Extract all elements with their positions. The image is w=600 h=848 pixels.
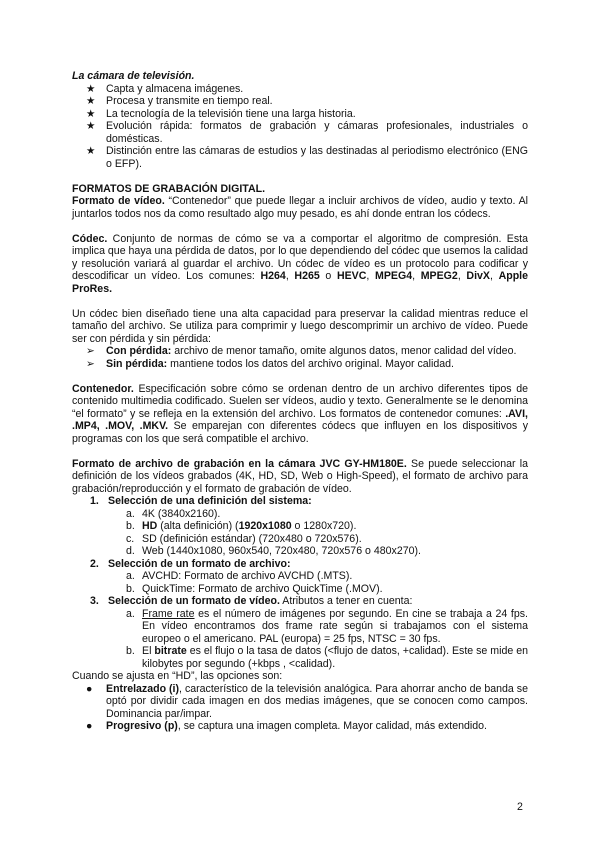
substep-list	[108, 508, 528, 558]
star-icon: ★	[86, 95, 96, 107]
star-icon: ★	[86, 145, 96, 157]
step-item: 2. Selección de un formato de archivo: a. AVCHD: Formato de archivo AVCHD (.MTS). b. QuickTime: Formato de archivo QuickTime (.MOV).	[72, 558, 528, 596]
list-item: ★ Evolución rápida: formatos de grabación y cámaras profesionales, industriales o domésticas.	[86, 120, 528, 145]
list-item: ★ La tecnología de la televisión tiene una larga historia.	[86, 107, 356, 120]
list-item: b. HD (alta definición) (1920x1080 o 1280x720).	[126, 520, 357, 532]
step-item: 3. Selección de un formato de vídeo. Atributos a tener en cuenta: a. Frame rate es el número de imágenes por segundo. En cine se trabaja a 24 fps. En vídeo encontramos dos frame rate según si trabajamos con el sistema europeo o el americano. PAL (europa) = 25 fps, NTSC = 30 fps. b. El bitrate es el flujo o la tasa de datos (<flujo de datos, +calidad). Este se mide en kilobytes por segundo (+kbps , <calidad).	[90, 595, 528, 670]
page-number: 2	[517, 801, 523, 813]
list-item: ★ Procesa y transmite en tiempo real.	[86, 95, 273, 107]
section-title: La cámara de televisión.	[72, 70, 195, 82]
list-item: b. QuickTime: Formato de archivo QuickTime (.MOV).	[126, 582, 383, 595]
bullet-icon: ●	[86, 720, 93, 732]
list-item: ➢ Sin pérdida: mantiene todos los datos del archivo original. Mayor calidad.	[86, 357, 454, 370]
list-item: c. SD (definición estándar) (720x480 o 720x576).	[126, 532, 362, 545]
star-icon: ★	[86, 120, 96, 132]
substep-list	[108, 570, 528, 595]
bullet-icon: ●	[86, 682, 93, 695]
star-icon: ★	[86, 82, 96, 95]
contenedor-paragraph: Contenedor. Especificación sobre cómo se ordenan dentro de un archivo diferentes tipos de contenido multimedia codificado. Suelen ser vídeos, audio y texto. Generalmente se le denomina “el formato” y se refleja en la extensión del archivo. Los formatos de contenedor comunes: .AVI, .MP4, .MOV, .MKV. Se emparejan con diferentes códecs que influyen en los dispositivos y programas con los que será compatible el archivo.	[72, 382, 528, 445]
list-item: a. Frame rate es el número de imágenes por segundo. En cine se trabaja a 24 fps. En vídeo encontramos dos frame rate según si trabajamos con el sistema europeo o el americano. PAL (europa) = 25 fps, NTSC = 30 fps.	[126, 607, 528, 645]
step-item: 1. Selección de una definición del sistema: a. 4K (3840x2160). b. HD (alta definición) (1920x1080 o 1280x720). c. SD (definición estándar) (720x480 o 720x576). d. Web (1440x1080, 960x540, 720x480, 720x576 o 480x270).	[72, 495, 528, 558]
list-item: ★ Distinción entre las cámaras de estudios y las destinadas al periodismo electrónico (ENG o EFP).	[86, 145, 528, 170]
list-item: a. 4K (3840x2160).	[126, 507, 221, 520]
loss-list	[72, 345, 528, 370]
list-item: b. El bitrate es el flujo o la tasa de datos (<flujo de datos, +calidad). Este se mide en kilobytes por segundo (+kbps , <calidad).	[126, 645, 528, 670]
formats-heading: FORMATOS DE GRABACIÓN DIGITAL.	[72, 182, 266, 195]
codec-paragraph-2: Un códec bien diseñado tiene una alta capacidad para preservar la calidad mientras reduce el tamaño del archivo. Se utiliza para comprimir y luego descomprimir un archivo de vídeo. Puede ser con pérdida y sin pérdida:	[72, 307, 528, 345]
codec-paragraph: Códec. Conjunto de normas de cómo se va a comportar el algoritmo de compresión. Esta implica que haya una pérdida de datos, por lo que dependiendo del códec que usemos la calidad y resolución variará al guardar el archivo. Un códec de vídeo es un protocolo para codificar y descodificar un vídeo. Los comunes: H264, H265 o HEVC, MPEG4, MPEG2, DivX, Apple ProRes.	[72, 232, 529, 295]
list-item: ★ Capta y almacena imágenes.	[86, 82, 244, 95]
list-item: ● Entrelazado (i), característico de la televisión analógica. Para ahorrar ancho de banda se optó por dividir cada imagen en dos medias imágenes, que se conocen como campos. Dominancia par/impar.	[86, 682, 528, 720]
list-item: ● Progresivo (p), se captura una imagen completa. Mayor calidad, más extendido.	[86, 720, 487, 732]
arrow-icon: ➢	[86, 345, 95, 357]
scan-list	[72, 683, 528, 733]
steps-list	[72, 495, 528, 670]
jvc-paragraph: Formato de archivo de grabación en la cámara JVC GY-HM180E. Se puede seleccionar la definición de los vídeos grabados (4K, HD, SD, Web o High-Speed), el formato de archivo para grabación/reproducción y el formato de grabación de vídeo.	[72, 457, 528, 495]
list-item: a. AVCHD: Formato de archivo AVCHD (.MTS).	[126, 570, 353, 582]
document-page	[72, 70, 528, 733]
hd-intro: Cuando se ajusta en “HD”, las opciones son:	[72, 670, 283, 682]
camera-bullet-list	[72, 83, 528, 171]
list-item: d. Web (1440x1080, 960x540, 720x480, 720x576 o 480x270).	[126, 545, 421, 557]
substep-list	[108, 608, 528, 671]
arrow-icon: ➢	[86, 357, 95, 370]
formato-video-paragraph: Formato de vídeo. “Contenedor” que puede llegar a incluir archivos de vídeo, audio y texto. Al juntarlos todos nos da como resultado algo muy pesado, es ahí donde entran los códecs.	[72, 195, 528, 220]
list-item: ➢ Con pérdida: archivo de menor tamaño, omite algunos datos, menor calidad del vídeo.	[86, 345, 517, 357]
star-icon: ★	[86, 107, 96, 120]
